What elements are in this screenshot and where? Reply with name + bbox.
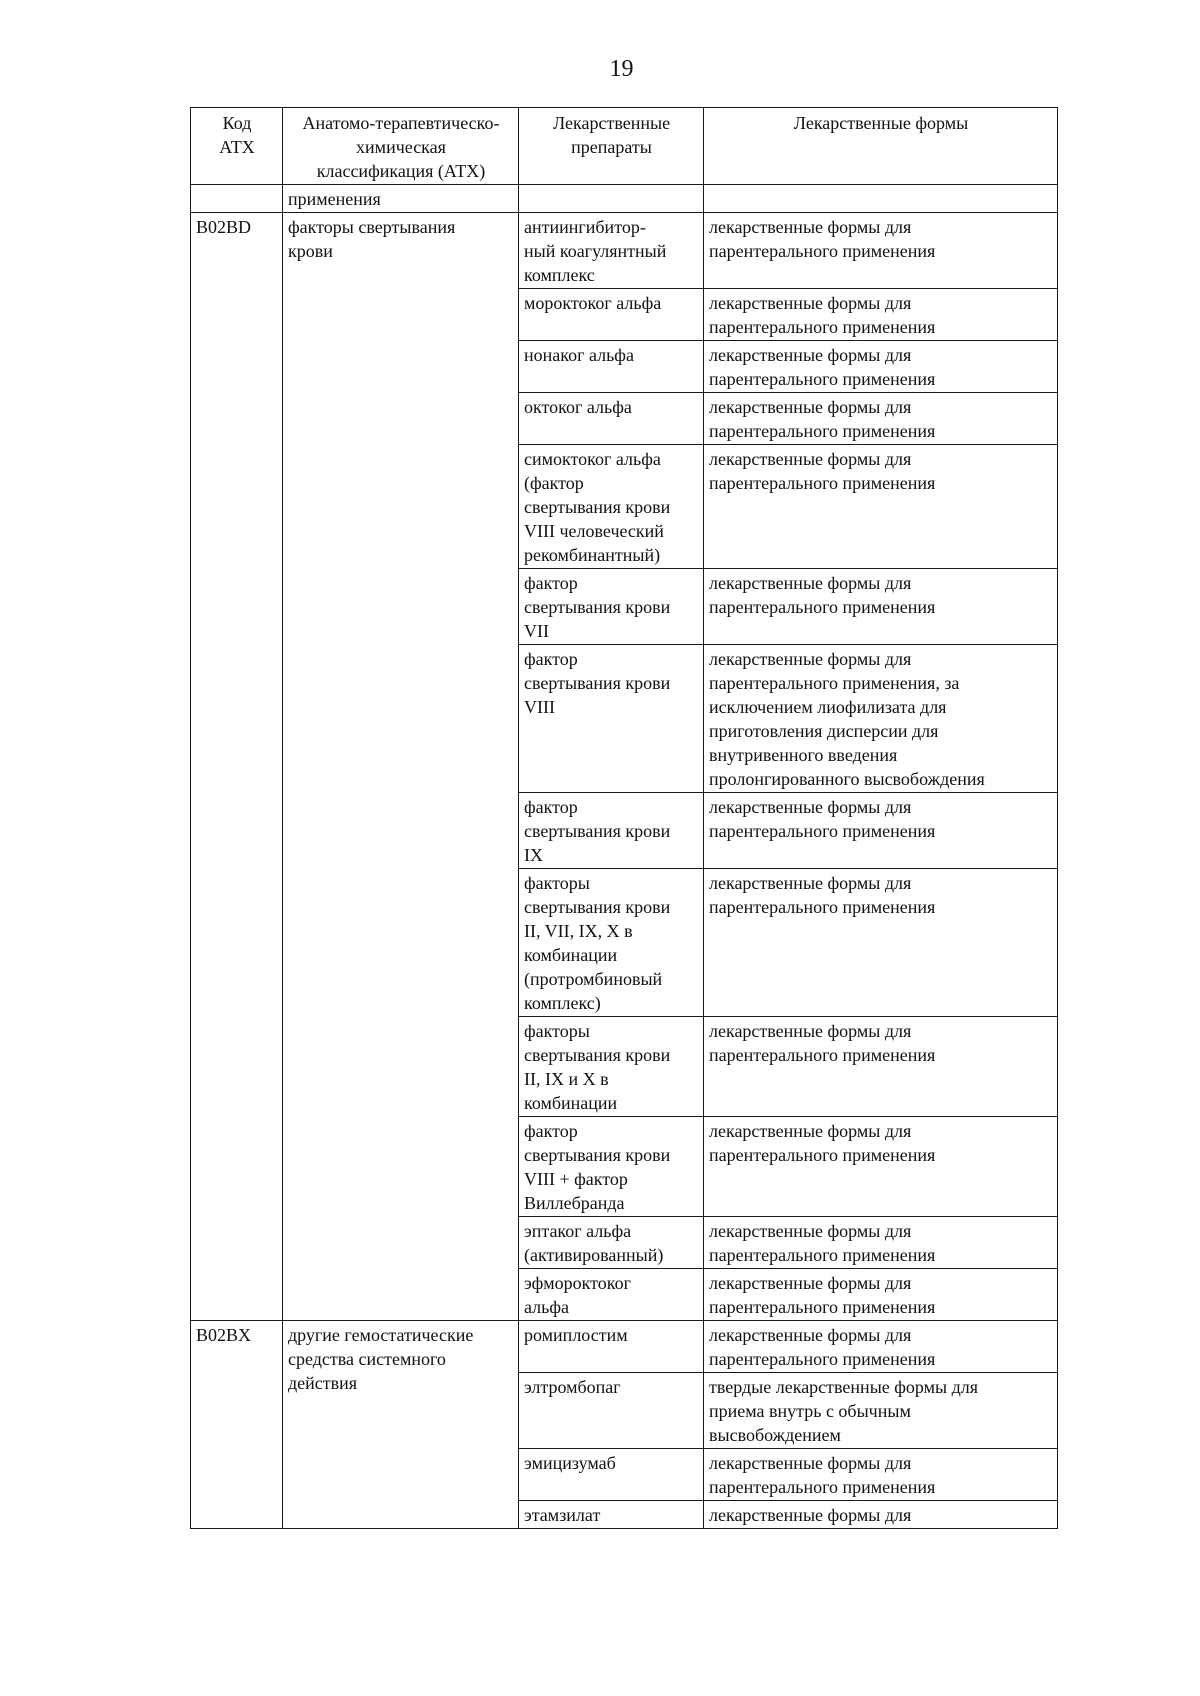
preparation-cell: октоког альфа [519, 393, 704, 445]
atx-code-cell: B02BD [191, 213, 283, 1321]
dosage-form-cell: лекарственные формы для парентерального применения [704, 289, 1058, 341]
preparation-cell: эптаког альфа (активированный) [519, 1217, 704, 1269]
dosage-form-cell: лекарственные формы для парентерального применения [704, 793, 1058, 869]
dosage-form-cell: лекарственные формы для парентерального применения [704, 1217, 1058, 1269]
dosage-form-cell: лекарственные формы для парентерального применения [704, 569, 1058, 645]
dosage-form-cell: лекарственные формы для [704, 1501, 1058, 1529]
continuation-row [191, 185, 1058, 213]
preparation-cell: этамзилат [519, 1501, 704, 1529]
dosage-form-cell: лекарственные формы для парентерального применения [704, 341, 1058, 393]
table-body [191, 185, 1058, 1529]
table-header-row [191, 108, 1058, 185]
preparation-cell: симоктоког альфа (фактор свертывания крови VIII человеческий рекомбинантный) [519, 445, 704, 569]
continuation-classification-cell: применения [283, 185, 519, 213]
preparation-cell: эфмороктоког альфа [519, 1269, 704, 1321]
dosage-form-cell: лекарственные формы для парентерального применения [704, 869, 1058, 1017]
preparation-cell: факторы свертывания крови II, VII, IX, X в комбинации (протромбиновый комплекс) [519, 869, 704, 1017]
atx-classification-cell: другие гемостатические средства системного действия [283, 1321, 519, 1529]
header-dosage-forms: Лекарственные формы [704, 108, 1058, 185]
table-row [191, 1321, 1058, 1373]
preparation-cell: фактор свертывания крови VII [519, 569, 704, 645]
preparation-cell: нонаког альфа [519, 341, 704, 393]
preparation-cell: фактор свертывания крови VIII [519, 645, 704, 793]
preparation-cell: фактор свертывания крови VIII + фактор Виллебранда [519, 1117, 704, 1217]
preparation-cell: элтромбопаг [519, 1373, 704, 1449]
preparation-cell: фактор свертывания крови IX [519, 793, 704, 869]
preparation-cell: мороктоког альфа [519, 289, 704, 341]
header-preparations: Лекарственные препараты [519, 108, 704, 185]
dosage-form-cell: лекарственные формы для парентерального применения [704, 1321, 1058, 1373]
dosage-form-cell: лекарственные формы для парентерального применения [704, 393, 1058, 445]
atx-code-cell: B02BX [191, 1321, 283, 1529]
dosage-form-cell: лекарственные формы для парентерального применения [704, 1117, 1058, 1217]
header-atx-code: Код АТХ [191, 108, 283, 185]
dosage-form-cell: лекарственные формы для парентерального применения [704, 1269, 1058, 1321]
header-atx-classification: Анатомо-терапевтическо- химическая классификация (АТХ) [283, 108, 519, 185]
dosage-form-cell: лекарственные формы для парентерального применения [704, 445, 1058, 569]
continuation-code-cell [191, 185, 283, 213]
preparation-cell: факторы свертывания крови II, IX и X в комбинации [519, 1017, 704, 1117]
continuation-preparation-cell [519, 185, 704, 213]
dosage-form-cell: лекарственные формы для парентерального применения [704, 1017, 1058, 1117]
drug-classification-table [190, 107, 1058, 1529]
dosage-form-cell: твердые лекарственные формы для приема внутрь с обычным высвобождением [704, 1373, 1058, 1449]
dosage-form-cell: лекарственные формы для парентерального применения, за исключением лиофилизата для приготовления дисперсии для внутривенного введения пролонгированного высвобождения [704, 645, 1058, 793]
continuation-form-cell [704, 185, 1058, 213]
atx-classification-cell: факторы свертывания крови [283, 213, 519, 1321]
preparation-cell: антиингибитор- ный коагулянтный комплекс [519, 213, 704, 289]
dosage-form-cell: лекарственные формы для парентерального применения [704, 1449, 1058, 1501]
dosage-form-cell: лекарственные формы для парентерального применения [704, 213, 1058, 289]
preparation-cell: эмицизумаб [519, 1449, 704, 1501]
preparation-cell: ромиплостим [519, 1321, 704, 1373]
table-row [191, 213, 1058, 289]
page-number: 19 [609, 56, 634, 82]
